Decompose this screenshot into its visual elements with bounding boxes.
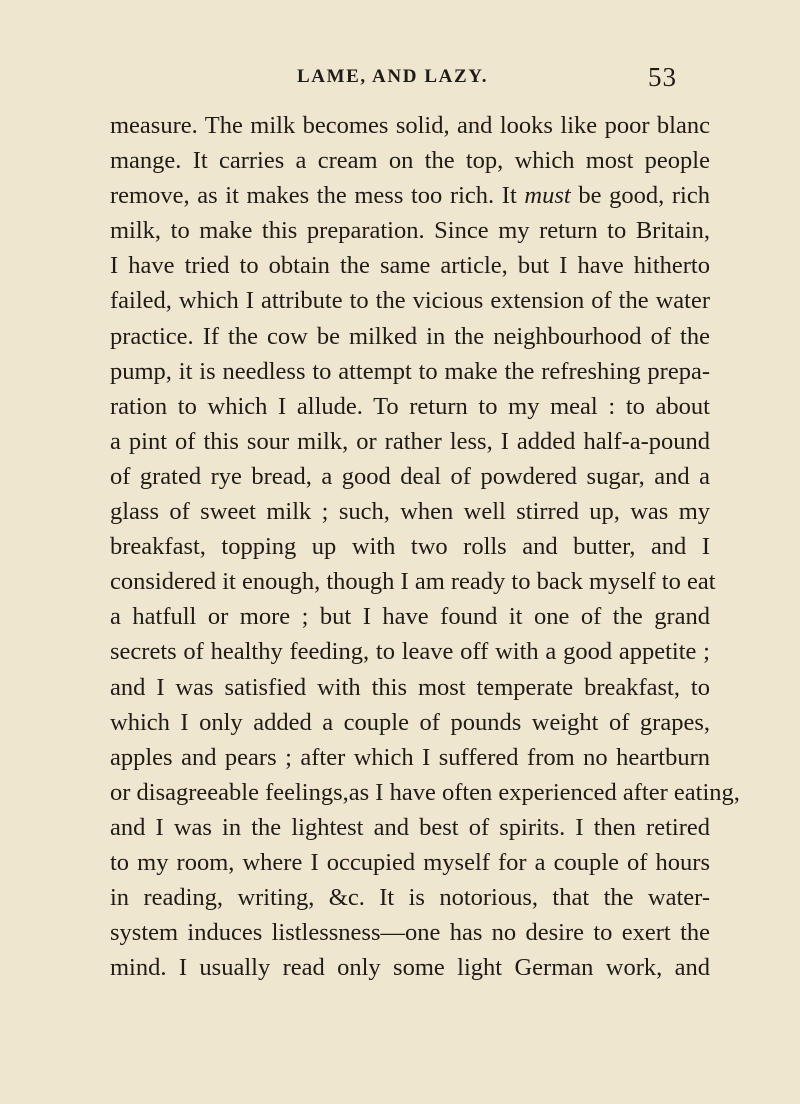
running-title: LAME, AND LAZY. <box>297 66 489 87</box>
text-line: considered it enough, though I am ready to back myself to eat <box>110 568 716 596</box>
text-line: in reading, writing, &c. It is notorious, that the water- <box>110 884 710 912</box>
text-line: or disagreeable feelings,as I have often experienced after eating, <box>110 778 740 806</box>
page-number: 53 <box>648 62 677 92</box>
text-line: pump, it is needless to attempt to make the refreshing prepa- <box>110 357 710 385</box>
text-line: which I only added a couple of pounds weight of grapes, <box>110 708 710 736</box>
emphasized-word: must <box>524 182 571 210</box>
text-line: breakfast, topping up with two rolls and butter, and I <box>110 533 710 561</box>
text-line: I have tried to obtain the same article, but I have hitherto <box>110 252 710 280</box>
text-line: of grated rye bread, a good deal of powdered sugar, and a <box>110 462 710 490</box>
text-line: to my room, where I occupied myself for a couple of hours <box>110 848 710 876</box>
text-line: measure. The milk becomes solid, and looks like poor blanc <box>110 112 710 139</box>
body-text <box>110 108 740 985</box>
text-line: apples and pears ; after which I suffered from no heartburn <box>110 743 710 771</box>
running-head <box>0 62 800 96</box>
text-line: failed, which I attribute to the vicious extension of the water <box>110 287 710 315</box>
text-line: and I was in the lightest and best of spirits. I then retired <box>110 813 710 841</box>
text-line: a hatfull or more ; but I have found it one of the grand <box>110 603 710 631</box>
text-line: mange. It carries a cream on the top, which most people <box>110 147 710 175</box>
text-line: practice. If the cow be milked in the neighbourhood of the <box>110 322 710 350</box>
text-line: system induces listlessness—one has no desire to exert the <box>110 919 710 947</box>
text-line: milk, to make this preparation. Since my return to Britain, <box>110 217 710 245</box>
text-line: glass of sweet milk ; such, when well stirred up, was my <box>110 498 710 526</box>
text-line: remove, as it makes the mess too rich. It must be good, rich <box>110 182 710 210</box>
text-line: ration to which I allude. To return to my meal : to about <box>110 392 710 420</box>
text-line: and I was satisfied with this most temperate breakfast, to <box>110 673 710 701</box>
text-line: secrets of healthy feeding, to leave off with a good appetite ; <box>110 638 710 666</box>
text-line: a pint of this sour milk, or rather less, I added half-a-pound <box>110 427 710 455</box>
text-line: mind. I usually read only some light German work, and <box>110 954 710 982</box>
